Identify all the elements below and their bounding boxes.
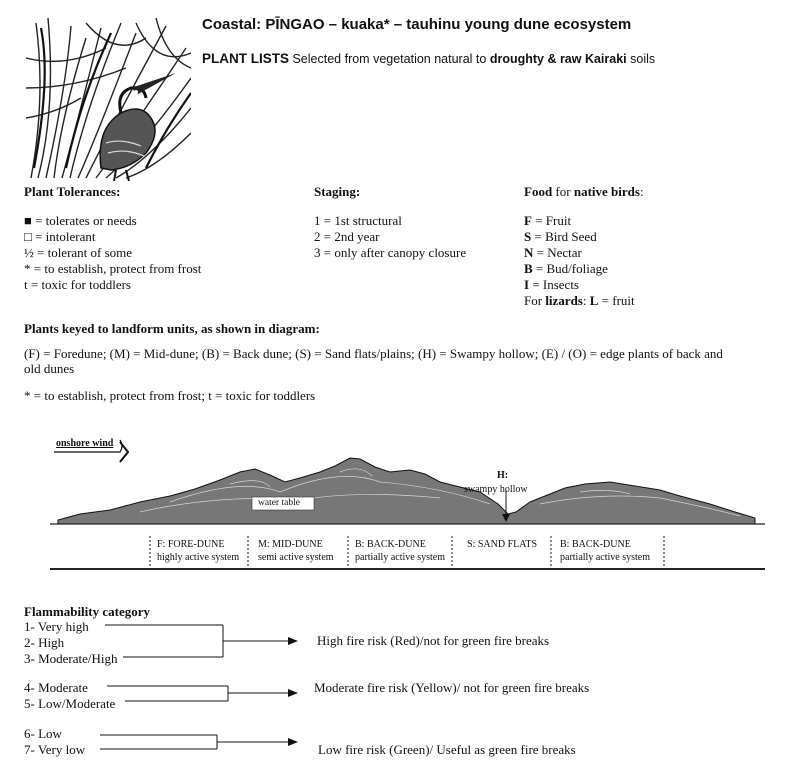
swampy-hollow-label: swampy hollow — [464, 484, 528, 495]
food-text: = Bird Seed — [531, 229, 597, 244]
flammability-item: 2- High — [24, 635, 65, 650]
unit-mid-dune — [258, 538, 334, 564]
lizards-key: L — [589, 293, 599, 308]
food-item — [524, 213, 635, 229]
unit-title: M: MID-DUNE — [258, 539, 323, 550]
onshore-wind-label: onshore wind — [56, 438, 114, 449]
subtitle-bold: PLANT LISTS — [202, 51, 289, 66]
fire-risk-low: Low fire risk (Green)/ Useful as green fire breaks — [318, 742, 576, 757]
tolerances-list — [24, 213, 201, 293]
flammability-connectors — [95, 615, 305, 765]
heron-illustration — [26, 18, 191, 181]
food-item — [524, 277, 635, 293]
food-list — [524, 213, 635, 309]
lizards-end: = fruit — [598, 293, 635, 308]
food-heading-bold: Food — [524, 184, 553, 199]
staging-list — [314, 213, 466, 261]
flammability-group-low — [24, 726, 85, 758]
unit-sub: highly active system — [157, 552, 240, 563]
tolerance-item: □ = intolerant — [24, 229, 96, 244]
unit-back-dune — [355, 538, 445, 564]
subtitle-mid: Selected from vegetation natural to — [289, 52, 490, 66]
tolerance-item: t = toxic for toddlers — [24, 277, 131, 292]
lizards-bold: lizards — [545, 293, 583, 308]
landform-note: * = to establish, protect from frost; t = toxic for toddlers — [24, 388, 316, 403]
flammability-item: 7- Very low — [24, 742, 86, 757]
food-heading-bold2: native birds — [573, 184, 640, 199]
unit-back-dune-2 — [560, 538, 650, 564]
staging-item: 2 = 2nd year — [314, 229, 380, 244]
food-heading-mid: for — [552, 184, 574, 199]
flammability-item: 5- Low/Moderate — [24, 696, 116, 711]
landform-heading: Plants keyed to landform units, as shown in diagram: — [24, 321, 320, 336]
landform-line2: old dunes — [24, 361, 75, 376]
food-key: I — [524, 277, 530, 292]
page-subtitle — [202, 51, 655, 67]
unit-title: S: SAND FLATS — [467, 539, 538, 550]
lizards-mid: : — [582, 293, 590, 308]
food-text: = Nectar — [533, 245, 582, 260]
unit-sub: semi active system — [258, 552, 334, 563]
food-key: F — [524, 213, 532, 228]
food-text: = Insects — [529, 277, 579, 292]
food-heading-end: : — [639, 184, 644, 199]
flammability-item: 4- Moderate — [24, 680, 88, 695]
tolerance-item: ■ = tolerates or needs — [24, 213, 137, 228]
food-item-lizards — [524, 293, 635, 309]
unit-sub: partially active system — [355, 552, 445, 563]
food-item — [524, 245, 635, 261]
food-heading — [524, 184, 644, 200]
flammability-item: 6- Low — [24, 726, 62, 741]
lizards-pre: For — [524, 293, 546, 308]
unit-sub: partially active system — [560, 552, 650, 563]
food-key: B — [524, 261, 533, 276]
fire-risk-moderate: Moderate fire risk (Yellow)/ not for green fire breaks — [314, 680, 590, 695]
food-key: S — [524, 229, 532, 244]
unit-title: F: FORE-DUNE — [157, 539, 225, 550]
food-key: N — [524, 245, 534, 260]
landform-line1: (F) = Foredune; (M) = Mid-dune; (B) = Back dune; (S) = Sand flats/plains; (H) = Swampy hollow; (E) / (O) = edge plants of back and — [24, 346, 723, 361]
subtitle-bold2: droughty & raw Kairaki — [489, 52, 627, 66]
tolerance-item: * = to establish, protect from frost — [24, 261, 202, 276]
staging-heading: Staging: — [314, 184, 361, 199]
h-label: H: — [497, 470, 509, 481]
page-title: Coastal: PĪNGAO – kuaka* – tauhinu young dune ecosystem — [202, 16, 632, 33]
unit-title: B: BACK-DUNE — [560, 539, 631, 550]
staging-item: 3 = only after canopy closure — [314, 245, 467, 260]
food-item — [524, 229, 635, 245]
subtitle-end: soils — [626, 52, 656, 66]
unit-title: B: BACK-DUNE — [355, 539, 426, 550]
flammability-heading: Flammability category — [24, 604, 150, 619]
tolerances-heading: Plant Tolerances: — [24, 184, 121, 199]
unit-fore-dune — [157, 538, 239, 564]
flammability-item: 1- Very high — [24, 619, 89, 634]
fire-risk-high: High fire risk (Red)/not for green fire breaks — [317, 633, 550, 648]
unit-sand-flats — [467, 538, 537, 551]
staging-item: 1 = 1st structural — [314, 213, 402, 228]
tolerance-item: ½ = tolerant of some — [24, 245, 133, 260]
flammability-item: 3- Moderate/High — [24, 651, 118, 666]
food-text: = Bud/foliage — [532, 261, 608, 276]
food-item — [524, 261, 635, 277]
water-table-label: water table — [258, 498, 300, 508]
food-text: = Fruit — [531, 213, 572, 228]
